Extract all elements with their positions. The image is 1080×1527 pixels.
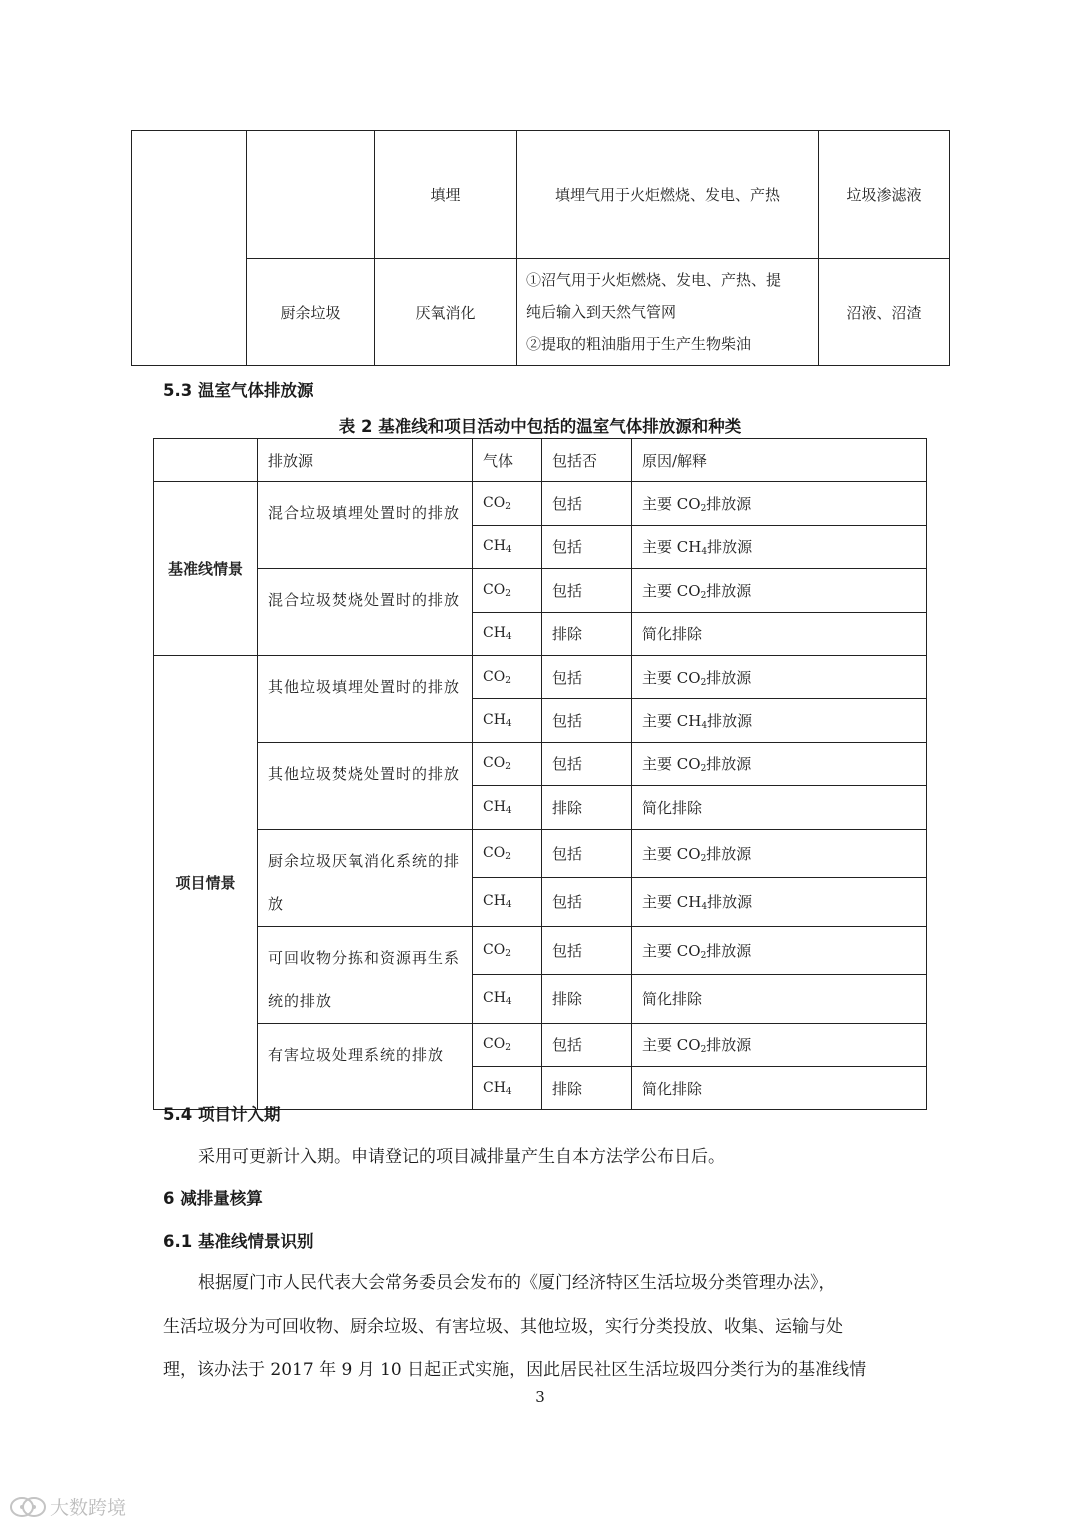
- source-cell: 厨余垃圾厌氧消化系统的排放: [258, 829, 473, 926]
- merged-empty-cell: [132, 131, 247, 366]
- watermark-text: 大数跨境: [50, 1497, 127, 1519]
- gas-cell: $CO_2$: [473, 569, 542, 612]
- included-cell: 包括: [542, 829, 632, 878]
- header-cell-gas: 气体: [473, 439, 542, 482]
- reason-cell: 主要 $CH_4$排放源: [632, 878, 927, 927]
- source-cell: 可回收物分拣和资源再生系统的排放: [258, 926, 473, 1023]
- paragraph-line: 理，该办法于 2017 年 9 月 10 日起正式实施，因此居民社区生活垃圾四分类行为的基准线情: [163, 1360, 867, 1380]
- table-header-row: [154, 439, 927, 482]
- paragraph: 采用可更新计入期。申请登记的项目减排量产生自本方法学公布日后。: [198, 1147, 725, 1167]
- source-cell: 混合垃圾填埋处置时的排放: [258, 482, 473, 569]
- waste-treatment-table: [131, 130, 950, 366]
- gas-cell: $CO_2$: [473, 742, 542, 785]
- header-cell-blank: [154, 439, 258, 482]
- reason-cell: 主要 $CO_2$排放源: [632, 742, 927, 785]
- table-row: [132, 259, 950, 366]
- header-cell-reason: 原因/解释: [632, 439, 927, 482]
- table-cell: ①沼气用于火炬燃烧、发电、产热、提 纯后输入到天然气管网 ②提取的粗油脂用于生产生物柴油: [517, 259, 819, 366]
- section-heading: 5.4 项目计入期: [163, 1105, 281, 1124]
- reason-cell: 主要 $CH_4$排放源: [632, 525, 927, 568]
- reason-cell: 主要 $CH_4$排放源: [632, 699, 927, 742]
- paragraph-line: 根据厦门市人民代表大会常务委员会发布的《厦门经济特区生活垃圾分类管理办法》，: [198, 1273, 836, 1293]
- table-row: [154, 1023, 927, 1066]
- paragraph-line: 生活垃圾分为可回收物、厨余垃圾、有害垃圾、其他垃圾，实行分类投放、收集、运输与处: [163, 1317, 843, 1337]
- source-cell: 其他垃圾填埋处置时的排放: [258, 655, 473, 742]
- scenario-label: 基准线情景: [154, 482, 258, 656]
- table-cell: 垃圾渗滤液: [819, 131, 950, 259]
- included-cell: 包括: [542, 1023, 632, 1066]
- gas-cell: $CO_2$: [473, 829, 542, 878]
- table-row: [154, 569, 927, 612]
- gas-cell: $CH_4$: [473, 878, 542, 927]
- table-cell: 填埋气用于火炬燃烧、发电、产热: [517, 131, 819, 259]
- emission-sources-table: [153, 438, 927, 1110]
- included-cell: 排除: [542, 975, 632, 1024]
- included-cell: 包括: [542, 926, 632, 975]
- header-cell-included: 包括否: [542, 439, 632, 482]
- page-number: 3: [535, 1388, 545, 1406]
- table-cell: [247, 131, 375, 259]
- included-cell: 包括: [542, 525, 632, 568]
- included-cell: 排除: [542, 786, 632, 829]
- table-row: [154, 829, 927, 878]
- gas-cell: $CO_2$: [473, 482, 542, 525]
- source-cell: 有害垃圾处理系统的排放: [258, 1023, 473, 1110]
- included-cell: 包括: [542, 878, 632, 927]
- gas-cell: $CO_2$: [473, 926, 542, 975]
- header-cell-source: 排放源: [258, 439, 473, 482]
- included-cell: 排除: [542, 612, 632, 655]
- reason-cell: 主要 $CO_2$排放源: [632, 482, 927, 525]
- reason-cell: 简化排除: [632, 1066, 927, 1109]
- reason-cell: 简化排除: [632, 612, 927, 655]
- table-row: [154, 482, 927, 525]
- table-row: [154, 742, 927, 785]
- source-cell: 其他垃圾焚烧处置时的排放: [258, 742, 473, 829]
- table-caption: 表 2 基准线和项目活动中包括的温室气体排放源和种类: [338, 417, 742, 436]
- included-cell: 包括: [542, 482, 632, 525]
- reason-cell: 简化排除: [632, 975, 927, 1024]
- table-cell: 厨余垃圾: [247, 259, 375, 366]
- included-cell: 包括: [542, 742, 632, 785]
- source-cell: 混合垃圾焚烧处置时的排放: [258, 569, 473, 656]
- reason-cell: 主要 $CO_2$排放源: [632, 655, 927, 698]
- scenario-label: 项目情景: [154, 655, 258, 1109]
- included-cell: 包括: [542, 699, 632, 742]
- watermark: [8, 1493, 126, 1520]
- table-row: [154, 926, 927, 975]
- reason-cell: 简化排除: [632, 786, 927, 829]
- section-heading: 6.1 基准线情景识别: [163, 1232, 314, 1251]
- included-cell: 排除: [542, 1066, 632, 1109]
- reason-cell: 主要 $CO_2$排放源: [632, 1023, 927, 1066]
- gas-cell: $CH_4$: [473, 612, 542, 655]
- reason-cell: 主要 $CO_2$排放源: [632, 829, 927, 878]
- gas-cell: $CH_4$: [473, 975, 542, 1024]
- reason-cell: 主要 $CO_2$排放源: [632, 569, 927, 612]
- table-cell: 填埋: [375, 131, 517, 259]
- watermark-logo-icon: [8, 1494, 48, 1520]
- gas-cell: $CH_4$: [473, 1066, 542, 1109]
- table-cell: 厌氧消化: [375, 259, 517, 366]
- included-cell: 包括: [542, 655, 632, 698]
- included-cell: 包括: [542, 569, 632, 612]
- table-row: [154, 655, 927, 698]
- gas-cell: $CH_4$: [473, 699, 542, 742]
- table-row: [132, 131, 950, 259]
- gas-cell: $CO_2$: [473, 655, 542, 698]
- gas-cell: $CH_4$: [473, 525, 542, 568]
- gas-cell: $CH_4$: [473, 786, 542, 829]
- section-heading: 6 减排量核算: [163, 1189, 263, 1208]
- table-cell: 沼液、沼渣: [819, 259, 950, 366]
- gas-cell: $CO_2$: [473, 1023, 542, 1066]
- section-heading: 5.3 温室气体排放源: [163, 381, 314, 400]
- reason-cell: 主要 $CO_2$排放源: [632, 926, 927, 975]
